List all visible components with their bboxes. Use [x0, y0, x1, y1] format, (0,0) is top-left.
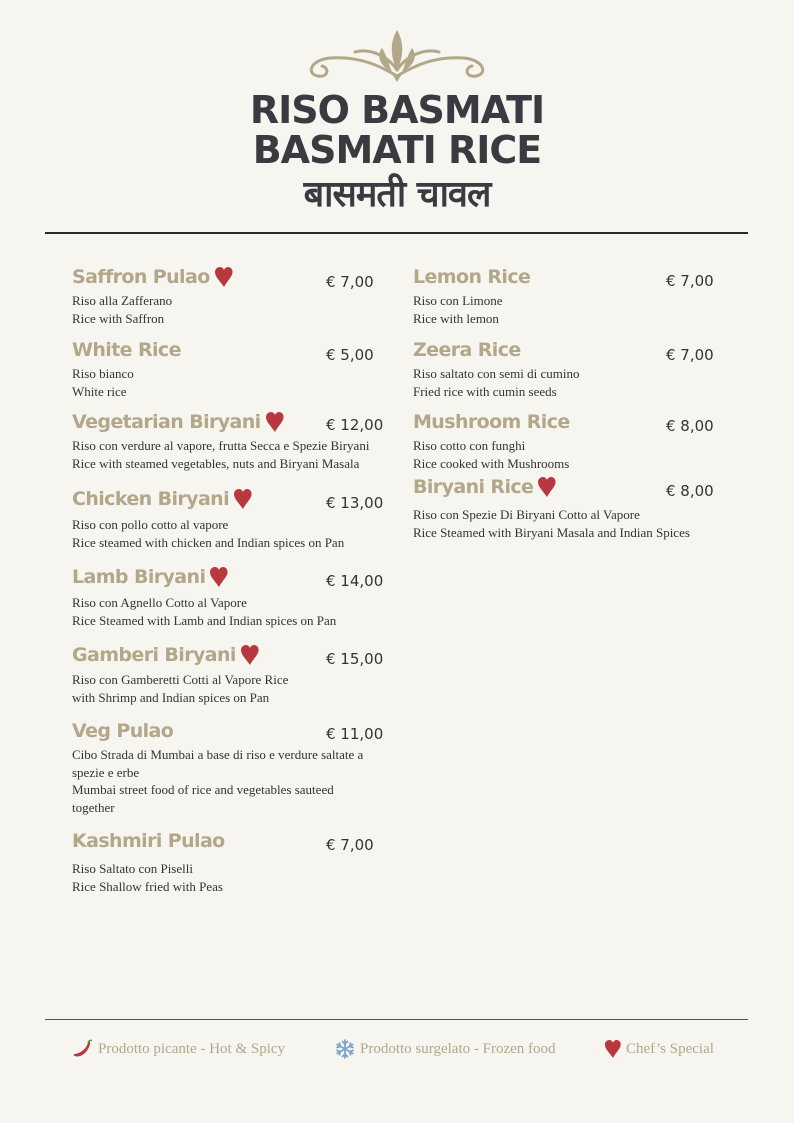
heart-icon: [214, 266, 234, 288]
item-name: Biryani Rice: [413, 476, 557, 498]
menu-item: [72, 720, 392, 816]
item-name: Kashmiri Pulao: [72, 830, 225, 852]
item-name: Chicken Biryani: [72, 488, 253, 510]
heart-icon: [537, 476, 557, 498]
item-price: € 15,00: [326, 650, 384, 668]
item-price: € 8,00: [666, 482, 714, 500]
chili-icon: [72, 1039, 94, 1059]
menu-item: [413, 476, 733, 541]
item-name: Mushroom Rice: [413, 411, 570, 433]
menu-item: [72, 266, 392, 327]
item-name: Zeera Rice: [413, 339, 521, 361]
item-description: Riso con Limone Rice with lemon: [413, 293, 503, 326]
footer-divider: [45, 1019, 748, 1020]
item-name: Gamberi Biryani: [72, 644, 260, 666]
item-price: € 14,00: [326, 572, 384, 590]
menu-item: [72, 830, 392, 895]
item-price: € 7,00: [326, 273, 374, 291]
snowflake-icon: [334, 1038, 356, 1060]
item-name: Lamb Biryani: [72, 566, 229, 588]
legend-spicy: Prodotto picante - Hot & Spicy: [72, 1038, 285, 1060]
item-description: Riso alla Zafferano Rice with Saffron: [72, 293, 173, 326]
heart-icon: [240, 644, 260, 666]
menu-item: [72, 566, 392, 629]
legend-chef-special: Chef’s Special: [604, 1038, 714, 1060]
menu-item: [413, 411, 733, 472]
item-description: Riso bianco White rice: [72, 366, 134, 399]
menu-item: [72, 339, 392, 400]
decorative-ornament: [300, 26, 494, 82]
item-description: Riso con Spezie Di Biryani Cotto al Vapore Rice Steamed with Biryani Masala and Indian Spices: [413, 507, 690, 540]
item-price: € 7,00: [666, 272, 714, 290]
item-price: € 11,00: [326, 725, 384, 743]
item-description: Cibo Strada di Mumbai a base di riso e verdure saltate a spezie e erbe Mumbai street food of rice and vegetables sauteed together: [72, 747, 364, 815]
header-divider: [45, 232, 748, 234]
menu-item: [413, 266, 733, 327]
item-description: Riso con pollo cotto al vapore Rice steamed with chicken and Indian spices on Pan: [72, 517, 345, 550]
item-description: Riso con Agnello Cotto al Vapore Rice Steamed with Lamb and Indian spices on Pan: [72, 595, 337, 628]
item-description: Riso saltato con semi di cumino Fried rice with cumin seeds: [413, 366, 580, 399]
heart-icon: [604, 1038, 622, 1060]
item-price: € 12,00: [326, 416, 384, 434]
heart-icon: [209, 566, 229, 588]
item-name: Lemon Rice: [413, 266, 531, 288]
item-name: Vegetarian Biryani: [72, 411, 285, 433]
menu-item: [413, 339, 733, 400]
item-price: € 7,00: [326, 836, 374, 854]
item-name: Saffron Pulao: [72, 266, 234, 288]
item-name: White Rice: [72, 339, 181, 361]
item-price: € 7,00: [666, 346, 714, 364]
item-description: Riso Saltato con Piselli Rice Shallow fried with Peas: [72, 861, 223, 894]
item-price: € 13,00: [326, 494, 384, 512]
item-description: Riso con verdure al vapore, frutta Secca e Spezie Biryani Rice with steamed vegetables, nuts and Biryani Masala: [72, 438, 370, 471]
item-name: Veg Pulao: [72, 720, 174, 742]
item-description: Riso cotto con funghi Rice cooked with Mushrooms: [413, 438, 570, 471]
menu-item: [72, 411, 392, 472]
title-english: BASMATI RICE: [252, 128, 542, 172]
heart-icon: [265, 411, 285, 433]
title-hindi: बासमती चावल: [303, 174, 491, 215]
item-description: Riso con Gamberetti Cotti al Vapore Rice with Shrimp and Indian spices on Pan: [72, 672, 289, 705]
item-price: € 5,00: [326, 346, 374, 364]
legend-frozen: Prodotto surgelato - Frozen food: [334, 1038, 556, 1060]
item-price: € 8,00: [666, 417, 714, 435]
title-italian: RISO BASMATI: [249, 88, 545, 132]
menu-item: [72, 644, 392, 706]
menu-item: [72, 488, 392, 551]
heart-icon: [233, 488, 253, 510]
